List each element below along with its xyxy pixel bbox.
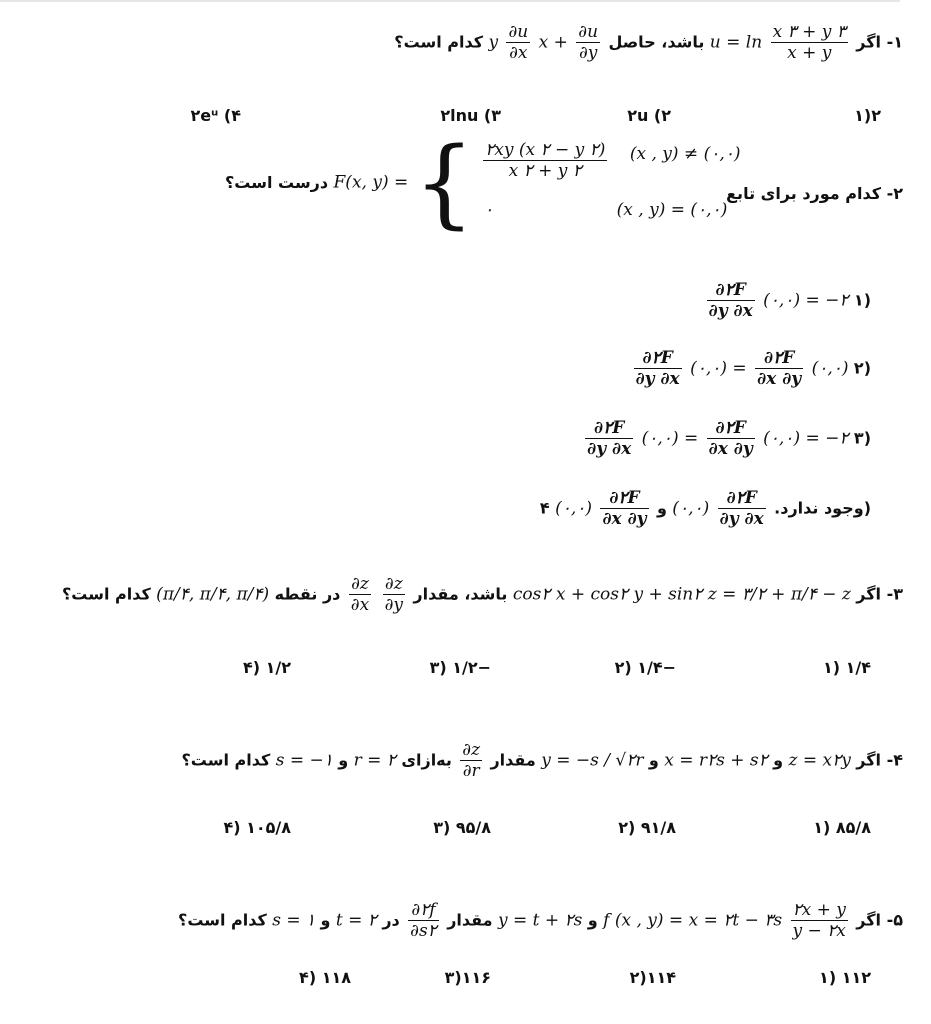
q4-option-4[interactable]: ۱۰۵/۸ (۴: [223, 818, 291, 837]
q3-dz-dy: $\frac{\partial z}{\partial y}$: [384, 574, 403, 616]
q4-option-3[interactable]: ۹۵/۸ (۳: [433, 818, 491, 837]
q1-option-3[interactable]: ۲lnu (۳: [440, 106, 501, 125]
question-3-stem: ۳- اگر cos۲ x + cos۲ y + sin۲ z = ۳/۲ + π/۴ − z باشد، مقدار $\frac{\partial z}{\partial y}$ $\frac{\partial z}{\partial x}$ در نقطه (π/۴, π/۴, π/۴) کدام است؟: [62, 574, 903, 616]
q2-piece1-fraction: $\frac{۲xy (x ۲ - y ۲)}{x ۲ + y ۲}$: [485, 140, 606, 182]
q1-option-1[interactable]: ۲(۱: [854, 106, 881, 125]
q3-option-1[interactable]: ۱/۴ (۱: [822, 658, 871, 677]
q1-du-dy: $\frac{\partial u}{\partial y}$: [578, 22, 599, 64]
question-4-number: ۴- اگر: [856, 750, 903, 770]
q1-option-2[interactable]: ۲u (۲: [627, 106, 671, 125]
q3-equation: cos۲ x + cos۲ y + sin۲ z = ۳/۲ + π/۴ − z: [512, 584, 851, 605]
q5-option-1[interactable]: ۱۱۲ (۱: [819, 968, 871, 987]
q3-dz-dx: $\frac{\partial z}{\partial x}$: [350, 574, 370, 616]
q4-option-1[interactable]: ۸۵/۸ (۱: [813, 818, 871, 837]
q5-f-fraction: $\frac{۲x + y}{y - ۲x}$: [792, 900, 846, 942]
q1-option-4[interactable]: ۲eᵘ (۴: [190, 106, 241, 125]
q3-point: (π/۴, π/۴, π/۴): [156, 584, 270, 605]
question-3-number: ۳- اگر: [856, 584, 903, 604]
q2-piece2-value: ۰: [484, 200, 494, 220]
q2-option-1[interactable]: $\frac{\partial ۲F}{\partial y \partial x}$ (۰,۰) = −۲ ۱): [708, 280, 871, 322]
q2-piecewise-function: [225, 126, 741, 239]
q2-option-4[interactable]: وجود ندارد. $\frac{\partial ۲F}{\partial y \partial x}$ (۰,۰) و $\frac{\partial ۲F}{\partial x \partial y}$ (۰,۰) ۴): [539, 488, 871, 530]
q3-option-4[interactable]: ۱/۲ (۴: [242, 658, 291, 677]
q1-condition-text: باشد، حاصل: [608, 32, 705, 52]
q2-piece1-condition: (x , y) ≠ (۰,۰): [629, 144, 741, 164]
q2-option-3[interactable]: $\frac{\partial ۲F}{\partial y \partial x}$ (۰,۰) = $\frac{\partial ۲F}{\partial x \partial y}$ (۰,۰) = −۲ ۳): [587, 418, 871, 460]
q5-option-3[interactable]: ۱۱۶(۳: [444, 968, 491, 987]
q1-log-fraction: $\frac{x ۳ + y ۳}{x + y}$: [772, 22, 846, 64]
q3-option-2[interactable]: −۱/۴ (۲: [614, 658, 676, 677]
q4-option-2[interactable]: ۹۱/۸ (۲: [618, 818, 676, 837]
q2-tail-text: درست است؟: [225, 173, 329, 192]
q4-dz-dr: $\frac{\partial z}{\partial r}$: [462, 740, 481, 782]
q5-option-4[interactable]: ۱۱۸ (۴: [299, 968, 351, 987]
q5-d2f-ds2: $\frac{\partial ۲f}{\partial s۲}$: [410, 900, 437, 942]
question-1-number: ۱- اگر: [856, 32, 903, 52]
question-4-stem: ۴- اگر z = x۲y و x = r۲s + s۲ و y = −s / √۲r مقدار $\frac{\partial z}{\partial r}$ به‌ازای r = ۲ و s = −۱ کدام است؟: [181, 740, 903, 782]
question-2-number: ۲- کدام مورد برای تابع: [726, 184, 903, 203]
question-5-number: ۵- اگر: [856, 910, 903, 930]
question-1-stem: ۱- اگر $\frac{x ۳ + y ۳}{x + y}$ u = ln باشد، حاصل $\frac{\partial u}{\partial y}$ + y $\frac{\partial u}{\partial x}$ x کدام است؟: [394, 22, 903, 64]
q1-u-definition: u = ln: [709, 32, 763, 53]
page-top-border: [0, 0, 900, 2]
q2-F-label: F(x, y) =: [333, 172, 409, 193]
q3-option-3[interactable]: −۱/۲ (۳: [429, 658, 491, 677]
q2-brace: {: [413, 126, 475, 239]
q2-option-2[interactable]: $\frac{\partial ۲F}{\partial y \partial x}$ (۰,۰) = $\frac{\partial ۲F}{\partial x \partial y}$ (۰,۰) ۲): [635, 348, 871, 390]
q2-piece2-condition: (x , y) = (۰,۰): [616, 200, 728, 220]
question-5-stem: ۵- اگر $\frac{۲x + y}{y - ۲x}$ f (x , y) = x = ۲t − ۳s و y = t + ۲s مقدار $\frac{\partial ۲f}{\partial s۲}$ در t = ۲ و s = ۱ کدام است؟: [178, 900, 903, 942]
q1-du-dx: $\frac{\partial u}{\partial x}$: [508, 22, 529, 64]
q5-option-2[interactable]: ۱۱۴(۲: [629, 968, 676, 987]
q1-tail-text: کدام است؟: [394, 32, 484, 52]
